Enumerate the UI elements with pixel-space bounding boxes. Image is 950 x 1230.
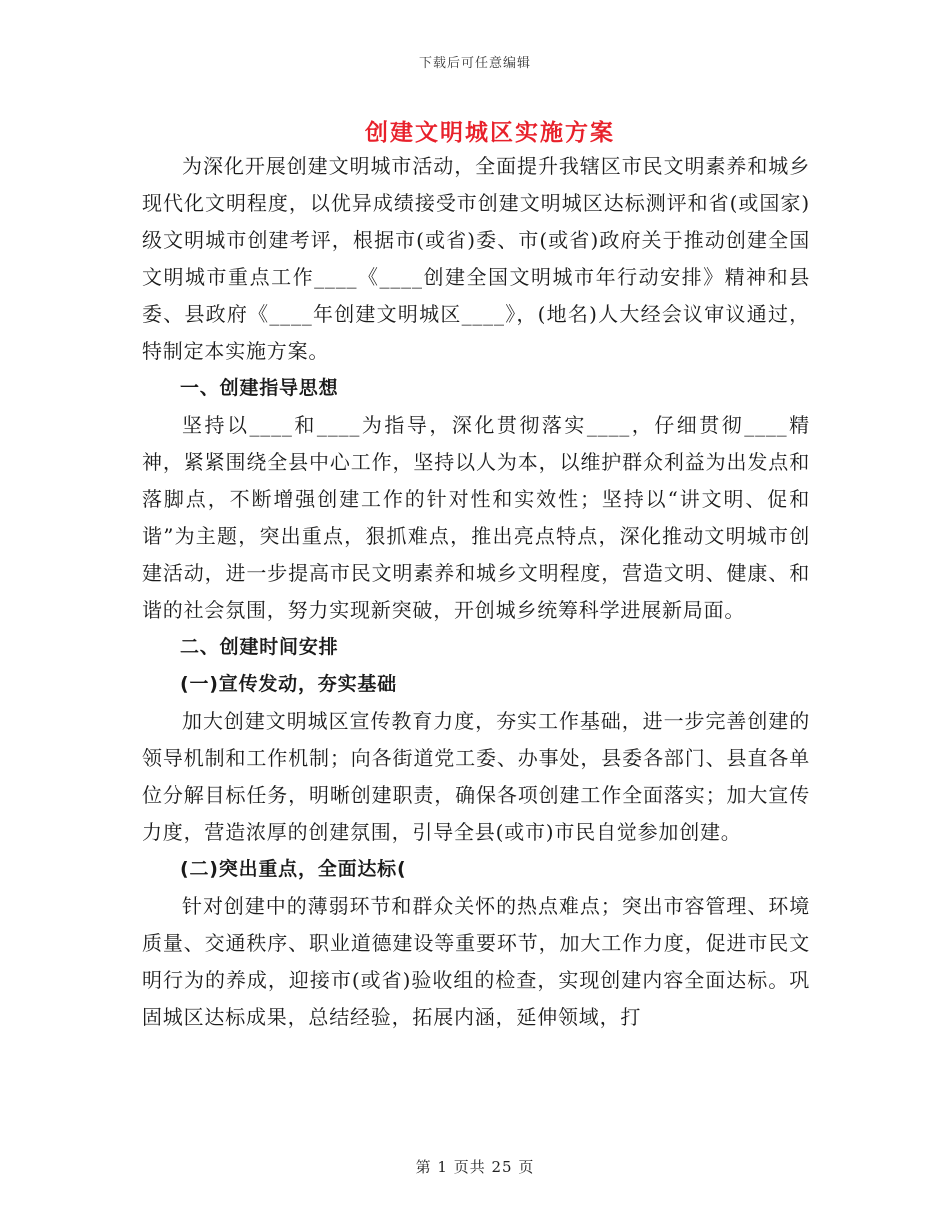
- section-paragraph: 坚持以____和____为指导，深化贯彻落实____，仔细贯彻____精神，紧紧围绕全县中心工作，坚持以人为本，以维护群众利益为出发点和落脚点，不断增强创建工作的针对性和实效性；坚持以“讲文明、促和谐”为主题，突出重点，狠抓难点，推出亮点特点，深化推动文明城市创建活动，进一步提高市民文明素养和城乡文明程度，营造文明、健康、和谐的社会氛围，努力实现新突破，开创城乡统筹科学进展新局面。: [142, 413, 810, 622]
- subsection-heading: (二)突出重点，全面达标(: [180, 858, 407, 880]
- page-number: 第 1 页共 25 页: [415, 1158, 535, 1176]
- document-body: [142, 148, 810, 1036]
- subsection-heading: (一)宣传发动，夯实基础: [180, 673, 397, 695]
- section-heading: 一、创建指导思想: [180, 377, 339, 399]
- intro-paragraph: 为深化开展创建文明城市活动，全面提升我辖区市民文明素养和城乡现代化文明程度，以优异成绩接受市创建文明城区达标测评和省(或国家)级文明城市创建考评，根据市(或省)委、市(或省)政府关于推动创建全国文明城市重点工作____《____创建全国文明城市年行动安排》精神和县委、县政府《____年创建文明城区____》，(地名)人大经会议审议通过，特制定本实施方案。: [142, 154, 810, 363]
- subsection-paragraph: 针对创建中的薄弱环节和群众关怀的热点难点；突出市容管理、环境质量、交通秩序、职业道德建设等重要环节，加大工作力度，促进市民文明行为的养成，迎接市(或省)验收组的检查，实现创建内容全面达标。巩固城区达标成果，总结经验，拓展内涵，延伸领域，打: [142, 894, 810, 1029]
- section-heading: 二、创建时间安排: [180, 636, 339, 658]
- header-note: 下载后可任意编辑: [418, 56, 531, 71]
- subsection-paragraph: 加大创建文明城区宣传教育力度，夯实工作基础，进一步完善创建的领导机制和工作机制；向各街道党工委、办事处，县委各部门、县直各单位分解目标任务，明晰创建职责，确保各项创建工作全面落实；加大宣传力度，营造浓厚的创建氛围，引导全县(或市)市民自觉参加创建。: [142, 709, 810, 844]
- document-title: 创建文明城区实施方案: [365, 119, 615, 146]
